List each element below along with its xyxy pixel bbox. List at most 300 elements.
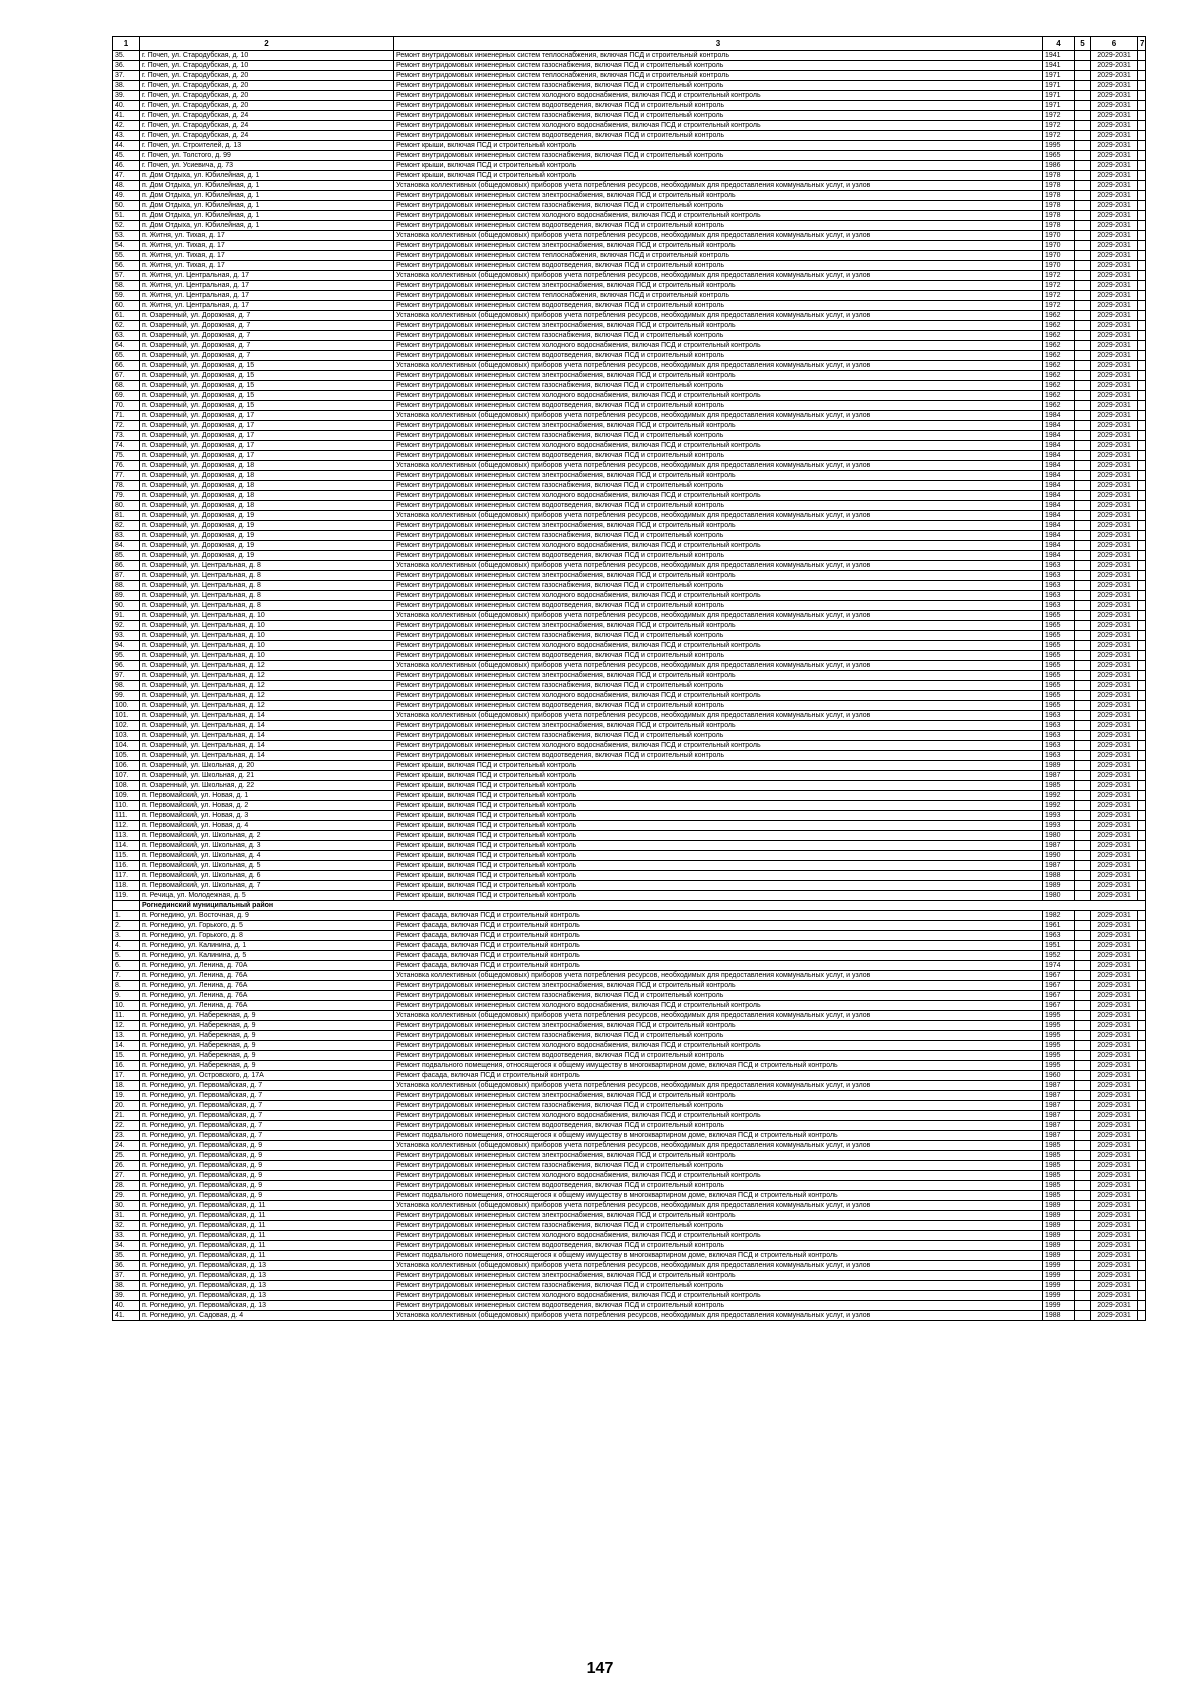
table-row bbox=[113, 231, 1146, 241]
year-cell: 1962 bbox=[1043, 391, 1075, 401]
address-cell: п. Житня, ул. Центральная, д. 17 bbox=[140, 281, 394, 291]
col7-cell bbox=[1138, 1191, 1146, 1201]
year-cell: 1978 bbox=[1043, 191, 1075, 201]
address-cell: п. Озаренный, ул. Дорожная, д. 17 bbox=[140, 451, 394, 461]
col7-cell bbox=[1138, 981, 1146, 991]
col7-cell bbox=[1138, 1271, 1146, 1281]
row-number: 63. bbox=[113, 331, 140, 341]
year-cell: 1987 bbox=[1043, 1081, 1075, 1091]
col5-cell bbox=[1075, 481, 1091, 491]
col5-cell bbox=[1075, 361, 1091, 371]
table-row bbox=[113, 731, 1146, 741]
col5-cell bbox=[1075, 991, 1091, 1001]
table-row bbox=[113, 181, 1146, 191]
row-number: 76. bbox=[113, 461, 140, 471]
col7-cell bbox=[1138, 281, 1146, 291]
table-row bbox=[113, 471, 1146, 481]
work-type-cell: Ремонт внутридомовых инженерных систем холодного водоснабжения, включая ПСД и строительный контроль bbox=[394, 91, 1043, 101]
col5-cell bbox=[1075, 1121, 1091, 1131]
work-type-cell: Установка коллективных (общедомовых) приборов учета потребления ресурсов, необходимых для предоставления коммунальных услуг, и узлов bbox=[394, 971, 1043, 981]
period-cell: 2029-2031 bbox=[1091, 1021, 1138, 1031]
col5-cell bbox=[1075, 331, 1091, 341]
row-number: 38. bbox=[113, 1281, 140, 1291]
row-number: 73. bbox=[113, 431, 140, 441]
period-cell: 2029-2031 bbox=[1091, 1161, 1138, 1171]
work-type-cell: Установка коллективных (общедомовых) приборов учета потребления ресурсов, необходимых для предоставления коммунальных услуг, и узлов bbox=[394, 411, 1043, 421]
col5-cell bbox=[1075, 1161, 1091, 1171]
col7-cell bbox=[1138, 751, 1146, 761]
col7-cell bbox=[1138, 261, 1146, 271]
col5-cell bbox=[1075, 841, 1091, 851]
address-cell: п. Первомайский, ул. Школьная, д. 4 bbox=[140, 851, 394, 861]
row-number: 95. bbox=[113, 651, 140, 661]
period-cell: 2029-2031 bbox=[1091, 211, 1138, 221]
row-number: 9. bbox=[113, 991, 140, 1001]
period-cell: 2029-2031 bbox=[1091, 361, 1138, 371]
col5-cell bbox=[1075, 1191, 1091, 1201]
period-cell: 2029-2031 bbox=[1091, 591, 1138, 601]
header-col-3: 3 bbox=[394, 37, 1043, 51]
table-row bbox=[113, 1201, 1146, 1211]
row-number: 82. bbox=[113, 521, 140, 531]
year-cell: 1999 bbox=[1043, 1281, 1075, 1291]
col7-cell bbox=[1138, 191, 1146, 201]
row-number: 20. bbox=[113, 1101, 140, 1111]
work-type-cell: Ремонт внутридомовых инженерных систем холодного водоснабжения, включая ПСД и строительный контроль bbox=[394, 641, 1043, 651]
work-type-cell: Установка коллективных (общедомовых) приборов учета потребления ресурсов, необходимых для предоставления коммунальных услуг, и узлов bbox=[394, 1261, 1043, 1271]
table-row bbox=[113, 371, 1146, 381]
work-type-cell: Ремонт внутридомовых инженерных систем электроснабжения, включая ПСД и строительный контроль bbox=[394, 521, 1043, 531]
work-type-cell: Ремонт внутридомовых инженерных систем электроснабжения, включая ПСД и строительный контроль bbox=[394, 241, 1043, 251]
period-cell: 2029-2031 bbox=[1091, 1031, 1138, 1041]
col7-cell bbox=[1138, 221, 1146, 231]
year-cell: 1995 bbox=[1043, 141, 1075, 151]
work-type-cell: Ремонт подвального помещения, относящегося к общему имуществу в многоквартирном доме, включая ПСД и строительный контроль bbox=[394, 1251, 1043, 1261]
year-cell: 1971 bbox=[1043, 71, 1075, 81]
work-type-cell: Ремонт внутридомовых инженерных систем водоотведения, включая ПСД и строительный контроль bbox=[394, 1121, 1043, 1131]
page-number: 147 bbox=[586, 1660, 614, 1677]
col5-cell bbox=[1075, 571, 1091, 581]
col5-cell bbox=[1075, 451, 1091, 461]
row-number: 111. bbox=[113, 811, 140, 821]
address-cell: п. Озаренный, ул. Дорожная, д. 15 bbox=[140, 401, 394, 411]
col5-cell bbox=[1075, 51, 1091, 61]
row-number: 54. bbox=[113, 241, 140, 251]
col7-cell bbox=[1138, 1051, 1146, 1061]
table-row bbox=[113, 1211, 1146, 1221]
year-cell: 1995 bbox=[1043, 1031, 1075, 1041]
row-number: 101. bbox=[113, 711, 140, 721]
row-number: 55. bbox=[113, 251, 140, 261]
col7-cell bbox=[1138, 401, 1146, 411]
period-cell: 2029-2031 bbox=[1091, 781, 1138, 791]
col7-cell bbox=[1138, 121, 1146, 131]
row-number: 64. bbox=[113, 341, 140, 351]
col7-cell bbox=[1138, 1291, 1146, 1301]
year-cell: 1985 bbox=[1043, 781, 1075, 791]
row-number: 97. bbox=[113, 671, 140, 681]
col5-cell bbox=[1075, 921, 1091, 931]
table-row bbox=[113, 541, 1146, 551]
period-cell: 2029-2031 bbox=[1091, 911, 1138, 921]
year-cell: 1987 bbox=[1043, 1091, 1075, 1101]
address-cell: п. Житня, ул. Центральная, д. 17 bbox=[140, 291, 394, 301]
table-row bbox=[113, 611, 1146, 621]
period-cell: 2029-2031 bbox=[1091, 671, 1138, 681]
work-type-cell: Ремонт внутридомовых инженерных систем холодного водоснабжения, включая ПСД и строительный контроль bbox=[394, 211, 1043, 221]
period-cell: 2029-2031 bbox=[1091, 1301, 1138, 1311]
address-cell: п. Озаренный, ул. Центральная, д. 14 bbox=[140, 721, 394, 731]
address-cell: п. Рогнедино, ул. Калинина, д. 5 bbox=[140, 951, 394, 961]
address-cell: п. Рогнедино, ул. Первомайская, д. 9 bbox=[140, 1151, 394, 1161]
row-number: 87. bbox=[113, 571, 140, 581]
year-cell: 1972 bbox=[1043, 111, 1075, 121]
col5-cell bbox=[1075, 871, 1091, 881]
col7-cell bbox=[1138, 831, 1146, 841]
col5-cell bbox=[1075, 441, 1091, 451]
col7-cell bbox=[1138, 301, 1146, 311]
col7-cell bbox=[1138, 61, 1146, 71]
col7-cell bbox=[1138, 551, 1146, 561]
col7-cell bbox=[1138, 621, 1146, 631]
col7-cell bbox=[1138, 431, 1146, 441]
address-cell: п. Рогнедино, ул. Первомайская, д. 11 bbox=[140, 1231, 394, 1241]
table-row bbox=[113, 641, 1146, 651]
period-cell: 2029-2031 bbox=[1091, 141, 1138, 151]
table-row bbox=[113, 121, 1146, 131]
col5-cell bbox=[1075, 1101, 1091, 1111]
row-number: 8. bbox=[113, 981, 140, 991]
row-number: 52. bbox=[113, 221, 140, 231]
table-row bbox=[113, 621, 1146, 631]
year-cell: 1965 bbox=[1043, 151, 1075, 161]
period-cell: 2029-2031 bbox=[1091, 721, 1138, 731]
period-cell: 2029-2031 bbox=[1091, 251, 1138, 261]
year-cell: 1960 bbox=[1043, 1071, 1075, 1081]
year-cell: 1985 bbox=[1043, 1181, 1075, 1191]
year-cell: 1989 bbox=[1043, 1201, 1075, 1211]
col7-cell bbox=[1138, 341, 1146, 351]
table-row bbox=[113, 1011, 1146, 1021]
year-cell: 1992 bbox=[1043, 801, 1075, 811]
work-type-cell: Установка коллективных (общедомовых) приборов учета потребления ресурсов, необходимых для предоставления коммунальных услуг, и узлов bbox=[394, 311, 1043, 321]
col5-cell bbox=[1075, 281, 1091, 291]
table-row bbox=[113, 391, 1146, 401]
row-number: 46. bbox=[113, 161, 140, 171]
table-row bbox=[113, 871, 1146, 881]
period-cell: 2029-2031 bbox=[1091, 391, 1138, 401]
address-cell: п. Озаренный, ул. Дорожная, д. 17 bbox=[140, 441, 394, 451]
work-type-cell: Ремонт внутридомовых инженерных систем холодного водоснабжения, включая ПСД и строительный контроль bbox=[394, 1041, 1043, 1051]
col5-cell bbox=[1075, 371, 1091, 381]
row-number: 72. bbox=[113, 421, 140, 431]
col7-cell bbox=[1138, 1101, 1146, 1111]
period-cell: 2029-2031 bbox=[1091, 1081, 1138, 1091]
col7-cell bbox=[1138, 961, 1146, 971]
address-cell: п. Озаренный, ул. Школьная, д. 20 bbox=[140, 761, 394, 771]
year-cell: 1967 bbox=[1043, 981, 1075, 991]
address-cell: п. Озаренный, ул. Центральная, д. 8 bbox=[140, 601, 394, 611]
work-type-cell: Ремонт внутридомовых инженерных систем холодного водоснабжения, включая ПСД и строительный контроль bbox=[394, 441, 1043, 451]
address-cell: п. Озаренный, ул. Центральная, д. 8 bbox=[140, 581, 394, 591]
table-row bbox=[113, 331, 1146, 341]
col5-cell bbox=[1075, 381, 1091, 391]
address-cell: п. Озаренный, ул. Дорожная, д. 7 bbox=[140, 351, 394, 361]
table-row bbox=[113, 451, 1146, 461]
table-row bbox=[113, 531, 1146, 541]
col7-cell bbox=[1138, 871, 1146, 881]
year-cell: 1995 bbox=[1043, 1041, 1075, 1051]
col7-cell bbox=[1138, 811, 1146, 821]
year-cell: 1962 bbox=[1043, 331, 1075, 341]
period-cell: 2029-2031 bbox=[1091, 101, 1138, 111]
work-type-cell: Ремонт внутридомовых инженерных систем электроснабжения, включая ПСД и строительный контроль bbox=[394, 1021, 1043, 1031]
col7-cell bbox=[1138, 241, 1146, 251]
work-type-cell: Ремонт внутридомовых инженерных систем газоснабжения, включая ПСД и строительный контроль bbox=[394, 481, 1043, 491]
period-cell: 2029-2031 bbox=[1091, 281, 1138, 291]
period-cell: 2029-2031 bbox=[1091, 741, 1138, 751]
col7-cell bbox=[1138, 671, 1146, 681]
col7-cell bbox=[1138, 1091, 1146, 1101]
year-cell: 1972 bbox=[1043, 271, 1075, 281]
year-cell: 1978 bbox=[1043, 221, 1075, 231]
table-row bbox=[113, 981, 1146, 991]
work-type-cell: Ремонт крыши, включая ПСД и строительный контроль bbox=[394, 871, 1043, 881]
table-row bbox=[113, 1141, 1146, 1151]
work-type-cell: Установка коллективных (общедомовых) приборов учета потребления ресурсов, необходимых для предоставления коммунальных услуг, и узлов bbox=[394, 231, 1043, 241]
work-type-cell: Установка коллективных (общедомовых) приборов учета потребления ресурсов, необходимых для предоставления коммунальных услуг, и узлов bbox=[394, 361, 1043, 371]
row-number: 89. bbox=[113, 591, 140, 601]
year-cell: 1989 bbox=[1043, 1221, 1075, 1231]
table-row bbox=[113, 71, 1146, 81]
col7-cell bbox=[1138, 1081, 1146, 1091]
col5-cell bbox=[1075, 971, 1091, 981]
address-cell: п. Рогнедино, ул. Первомайская, д. 9 bbox=[140, 1181, 394, 1191]
col5-cell bbox=[1075, 631, 1091, 641]
work-type-cell: Ремонт внутридомовых инженерных систем газоснабжения, включая ПСД и строительный контроль bbox=[394, 631, 1043, 641]
period-cell: 2029-2031 bbox=[1091, 551, 1138, 561]
table-row bbox=[113, 211, 1146, 221]
row-number: 31. bbox=[113, 1211, 140, 1221]
address-cell: п. Рогнедино, ул. Ленина, д. 76А bbox=[140, 971, 394, 981]
year-cell: 1985 bbox=[1043, 1171, 1075, 1181]
table-row bbox=[113, 861, 1146, 871]
period-cell: 2029-2031 bbox=[1091, 321, 1138, 331]
work-type-cell: Установка коллективных (общедомовых) приборов учета потребления ресурсов, необходимых для предоставления коммунальных услуг, и узлов bbox=[394, 611, 1043, 621]
address-cell: п. Рогнедино, ул. Первомайская, д. 7 bbox=[140, 1091, 394, 1101]
period-cell: 2029-2031 bbox=[1091, 431, 1138, 441]
address-cell: п. Озаренный, ул. Центральная, д. 12 bbox=[140, 681, 394, 691]
period-cell: 2029-2031 bbox=[1091, 1151, 1138, 1161]
address-cell: п. Озаренный, ул. Центральная, д. 10 bbox=[140, 621, 394, 631]
year-cell: 1962 bbox=[1043, 341, 1075, 351]
year-cell: 1987 bbox=[1043, 1111, 1075, 1121]
address-cell: п. Рогнедино, ул. Набережная, д. 9 bbox=[140, 1041, 394, 1051]
year-cell: 1982 bbox=[1043, 911, 1075, 921]
row-number: 83. bbox=[113, 531, 140, 541]
table-row bbox=[113, 341, 1146, 351]
header-row bbox=[113, 37, 1146, 51]
year-cell: 1989 bbox=[1043, 761, 1075, 771]
work-type-cell: Ремонт внутридомовых инженерных систем водоотведения, включая ПСД и строительный контроль bbox=[394, 751, 1043, 761]
table-row bbox=[113, 961, 1146, 971]
year-cell: 1984 bbox=[1043, 521, 1075, 531]
work-type-cell: Ремонт внутридомовых инженерных систем электроснабжения, включая ПСД и строительный контроль bbox=[394, 1091, 1043, 1101]
col7-cell bbox=[1138, 781, 1146, 791]
col7-cell bbox=[1138, 1201, 1146, 1211]
row-number: 30. bbox=[113, 1201, 140, 1211]
col5-cell bbox=[1075, 61, 1091, 71]
col7-cell bbox=[1138, 851, 1146, 861]
address-cell: п. Озаренный, ул. Дорожная, д. 18 bbox=[140, 501, 394, 511]
address-cell: п. Озаренный, ул. Центральная, д. 10 bbox=[140, 611, 394, 621]
col7-cell bbox=[1138, 1161, 1146, 1171]
col7-cell bbox=[1138, 1151, 1146, 1161]
period-cell: 2029-2031 bbox=[1091, 1141, 1138, 1151]
col7-cell bbox=[1138, 611, 1146, 621]
col5-cell bbox=[1075, 771, 1091, 781]
period-cell: 2029-2031 bbox=[1091, 1041, 1138, 1051]
period-cell: 2029-2031 bbox=[1091, 601, 1138, 611]
col7-cell bbox=[1138, 701, 1146, 711]
address-cell: п. Рогнедино, ул. Первомайская, д. 11 bbox=[140, 1241, 394, 1251]
col7-cell bbox=[1138, 1001, 1146, 1011]
row-number: 12. bbox=[113, 1021, 140, 1031]
period-cell: 2029-2031 bbox=[1091, 1061, 1138, 1071]
col5-cell bbox=[1075, 1311, 1091, 1321]
col5-cell bbox=[1075, 581, 1091, 591]
col7-cell bbox=[1138, 601, 1146, 611]
table-row bbox=[113, 1031, 1146, 1041]
table-row bbox=[113, 1231, 1146, 1241]
work-type-cell: Ремонт внутридомовых инженерных систем холодного водоснабжения, включая ПСД и строительный контроль bbox=[394, 541, 1043, 551]
address-cell: п. Озаренный, ул. Дорожная, д. 19 bbox=[140, 521, 394, 531]
period-cell: 2029-2031 bbox=[1091, 1051, 1138, 1061]
address-cell: п. Озаренный, ул. Центральная, д. 8 bbox=[140, 591, 394, 601]
col5-cell bbox=[1075, 391, 1091, 401]
year-cell: 1962 bbox=[1043, 321, 1075, 331]
address-cell: п. Озаренный, ул. Дорожная, д. 18 bbox=[140, 461, 394, 471]
address-cell: п. Дом Отдыха, ул. Юбилейная, д. 1 bbox=[140, 211, 394, 221]
col5-cell bbox=[1075, 101, 1091, 111]
col7-cell bbox=[1138, 941, 1146, 951]
col5-cell bbox=[1075, 1011, 1091, 1021]
table-row bbox=[113, 401, 1146, 411]
address-cell: п. Житня, ул. Тихая, д. 17 bbox=[140, 241, 394, 251]
year-cell: 1989 bbox=[1043, 1211, 1075, 1221]
period-cell: 2029-2031 bbox=[1091, 951, 1138, 961]
table-row bbox=[113, 561, 1146, 571]
period-cell: 2029-2031 bbox=[1091, 71, 1138, 81]
work-type-cell: Ремонт фасада, включая ПСД и строительный контроль bbox=[394, 941, 1043, 951]
row-number: 10. bbox=[113, 1001, 140, 1011]
period-cell: 2029-2031 bbox=[1091, 261, 1138, 271]
year-cell: 1971 bbox=[1043, 101, 1075, 111]
col5-cell bbox=[1075, 851, 1091, 861]
table-row bbox=[113, 201, 1146, 211]
work-type-cell: Установка коллективных (общедомовых) приборов учета потребления ресурсов, необходимых для предоставления коммунальных услуг, и узлов bbox=[394, 1311, 1043, 1321]
table-row bbox=[113, 841, 1146, 851]
col7-cell bbox=[1138, 1041, 1146, 1051]
table-row bbox=[113, 571, 1146, 581]
row-number: 16. bbox=[113, 1061, 140, 1071]
address-cell: п. Озаренный, ул. Центральная, д. 12 bbox=[140, 701, 394, 711]
work-type-cell: Ремонт внутридомовых инженерных систем теплоснабжения, включая ПСД и строительный контроль bbox=[394, 251, 1043, 261]
col5-cell bbox=[1075, 621, 1091, 631]
address-cell: п. Озаренный, ул. Центральная, д. 14 bbox=[140, 711, 394, 721]
address-cell: г. Почеп, ул. Усиевича, д. 73 bbox=[140, 161, 394, 171]
work-type-cell: Ремонт внутридомовых инженерных систем электроснабжения, включая ПСД и строительный контроль bbox=[394, 371, 1043, 381]
year-cell: 1980 bbox=[1043, 831, 1075, 841]
work-type-cell: Ремонт крыши, включая ПСД и строительный контроль bbox=[394, 811, 1043, 821]
year-cell: 1993 bbox=[1043, 821, 1075, 831]
period-cell: 2029-2031 bbox=[1091, 631, 1138, 641]
address-cell: п. Озаренный, ул. Центральная, д. 8 bbox=[140, 561, 394, 571]
row-number: 58. bbox=[113, 281, 140, 291]
table-row bbox=[113, 1081, 1146, 1091]
address-cell: п. Рогнедино, ул. Первомайская, д. 11 bbox=[140, 1201, 394, 1211]
row-number: 119. bbox=[113, 891, 140, 901]
table-row bbox=[113, 1071, 1146, 1081]
address-cell: п. Озаренный, ул. Дорожная, д. 19 bbox=[140, 551, 394, 561]
col5-cell bbox=[1075, 1211, 1091, 1221]
work-type-cell: Установка коллективных (общедомовых) приборов учета потребления ресурсов, необходимых для предоставления коммунальных услуг, и узлов bbox=[394, 711, 1043, 721]
col7-cell bbox=[1138, 771, 1146, 781]
year-cell: 1999 bbox=[1043, 1261, 1075, 1271]
address-cell: п. Рогнедино, ул. Первомайская, д. 7 bbox=[140, 1101, 394, 1111]
address-cell: п. Житня, ул. Тихая, д. 17 bbox=[140, 231, 394, 241]
year-cell: 1984 bbox=[1043, 441, 1075, 451]
table-body bbox=[113, 51, 1146, 1321]
col7-cell bbox=[1138, 251, 1146, 261]
col5-cell bbox=[1075, 721, 1091, 731]
row-number: 11. bbox=[113, 1011, 140, 1021]
work-type-cell: Установка коллективных (общедомовых) приборов учета потребления ресурсов, необходимых для предоставления коммунальных услуг, и узлов bbox=[394, 1141, 1043, 1151]
year-cell: 1992 bbox=[1043, 791, 1075, 801]
table-row bbox=[113, 551, 1146, 561]
address-cell: г. Почеп, ул. Стародубская, д. 24 bbox=[140, 131, 394, 141]
col7-cell bbox=[1138, 171, 1146, 181]
col5-cell bbox=[1075, 821, 1091, 831]
address-cell: п. Озаренный, ул. Дорожная, д. 19 bbox=[140, 541, 394, 551]
row-number: 109. bbox=[113, 791, 140, 801]
address-cell: п. Рогнедино, ул. Первомайская, д. 11 bbox=[140, 1251, 394, 1261]
year-cell: 1984 bbox=[1043, 461, 1075, 471]
col5-cell bbox=[1075, 131, 1091, 141]
col5-cell bbox=[1075, 701, 1091, 711]
row-number: 106. bbox=[113, 761, 140, 771]
work-type-cell: Ремонт внутридомовых инженерных систем электроснабжения, включая ПСД и строительный контроль bbox=[394, 1271, 1043, 1281]
col7-cell bbox=[1138, 651, 1146, 661]
year-cell: 1985 bbox=[1043, 1191, 1075, 1201]
col7-cell bbox=[1138, 181, 1146, 191]
header-col-4: 4 bbox=[1043, 37, 1075, 51]
year-cell: 1987 bbox=[1043, 861, 1075, 871]
table-row bbox=[113, 681, 1146, 691]
row-number: 66. bbox=[113, 361, 140, 371]
period-cell: 2029-2031 bbox=[1091, 491, 1138, 501]
col5-cell bbox=[1075, 1091, 1091, 1101]
row-number: 62. bbox=[113, 321, 140, 331]
table-row bbox=[113, 751, 1146, 761]
table-row bbox=[113, 911, 1146, 921]
period-cell: 2029-2031 bbox=[1091, 761, 1138, 771]
row-number: 13. bbox=[113, 1031, 140, 1041]
col7-cell bbox=[1138, 231, 1146, 241]
year-cell: 1995 bbox=[1043, 1061, 1075, 1071]
table-row bbox=[113, 881, 1146, 891]
row-number: 70. bbox=[113, 401, 140, 411]
